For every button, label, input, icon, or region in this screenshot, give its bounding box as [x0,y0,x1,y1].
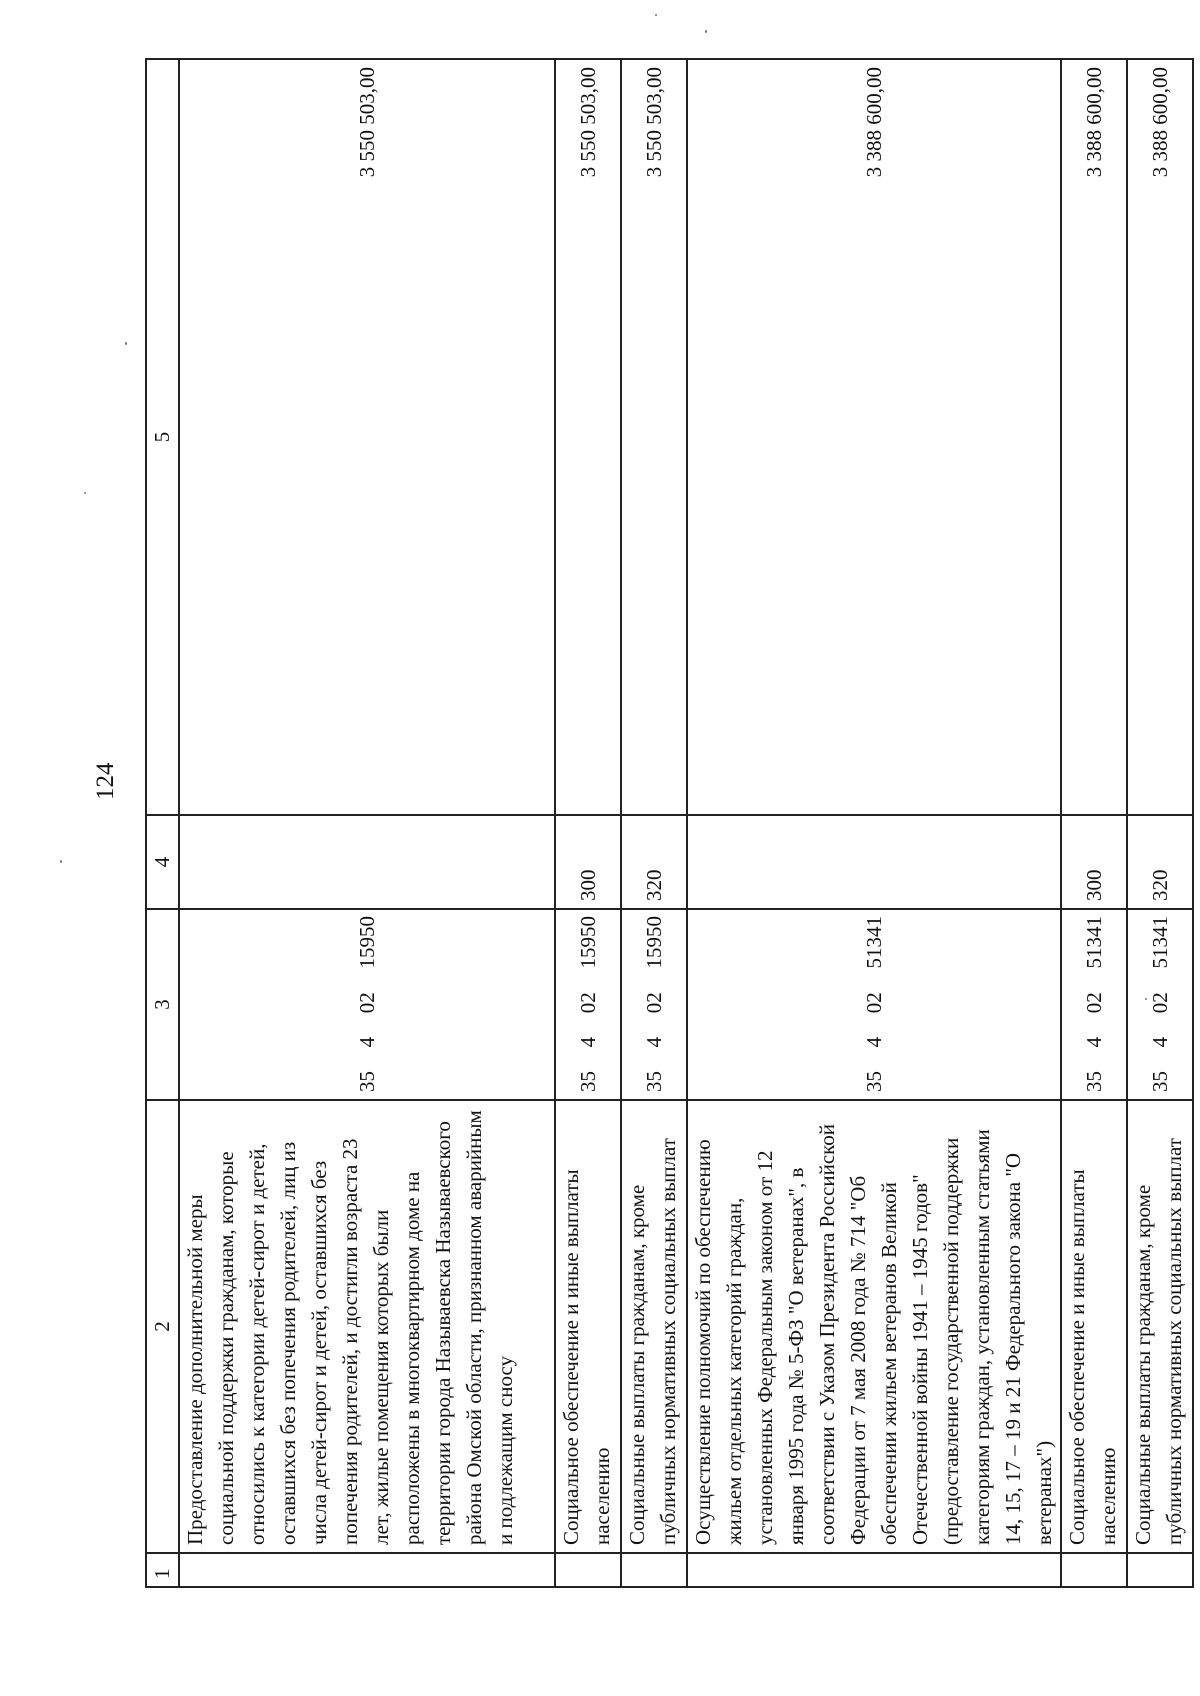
subprogram-code: 4 [861,1036,886,1048]
subprogram-code: 4 [1147,1036,1172,1048]
program-code: 35 [861,1071,886,1092]
row-number-cell [1061,1553,1127,1587]
target-article-code [1145,916,1176,1092]
row-description: Осуществление полномочий по обеспечению жильем отдельных категорий граждан, установленных Федеральным законом от 12 января 1995 года № 5-ФЗ "О ветеранах", в соответствии с Указом Президента Российской Федерации от 7 мая 2008 года № 714 "Об обеспечении жильем ветеранов Великой Отечественной войны 1941 – 1945 годов" (предоставление государственной поддержки категориям граждан, установленным статьями 14, 15, 17 – 19 и 21 Федерального закона "О ветеранах") [687,1100,1061,1553]
budget-table [145,58,1194,1588]
scan-speck [60,860,62,863]
scan-speck [705,30,707,33]
subprogram-code: 4 [354,1036,379,1048]
row-code-cell [621,909,687,1100]
row-code-cell [179,909,555,1100]
row-expense-type: 300 [555,815,621,909]
scan-speck [84,492,86,494]
program-code: 35 [1147,1071,1172,1092]
row-expense-type [179,815,555,909]
row-amount: 3 550 503,00 [179,59,555,815]
table-row [621,59,687,1587]
table-row [555,59,621,1587]
row-description: Социальное обеспечение и иные выплаты населению [1061,1100,1127,1553]
subprogram-code: 4 [1081,1036,1106,1048]
table-row [1061,59,1127,1587]
target-article-code [639,916,670,1092]
row-code-cell [1061,909,1127,1100]
row-amount: 3 388 600,00 [1127,59,1193,815]
event-code: 02 [861,992,886,1014]
column-header-5: 5 [146,59,179,815]
row-description: Социальные выплаты гражданам, кроме публичных нормативных социальных выплат [621,1100,687,1553]
scan-speck [1145,998,1147,1000]
target-article-code [352,916,383,1092]
direction-code: 15950 [354,916,379,969]
event-code: 02 [1081,992,1106,1014]
column-number-header-row [146,59,179,1587]
row-description: Предоставление дополнительной меры социальной поддержки гражданам, которые относились к категории детей-сирот и детей, оставшихся без попечения родителей, лиц из числа детей-сирот и детей, оставшихся без попечения родителей, и достигли возраста 23 лет, жилые помещения которых были расположены в многоквартирном доме на территории города Называевска Называевского района Омской области, признанном аварийным и подлежащим сносу [179,1100,555,1553]
event-code: 02 [354,992,379,1014]
subprogram-code: 4 [575,1036,600,1048]
row-amount: 3 550 503,00 [621,59,687,815]
direction-code: 15950 [575,916,600,969]
row-expense-type: 320 [1127,815,1193,909]
scan-speck [125,342,127,345]
column-header-2: 2 [146,1100,179,1553]
row-number-cell [179,1553,555,1587]
direction-code: 51341 [861,916,886,969]
table-row [1127,59,1193,1587]
row-expense-type: 320 [621,815,687,909]
column-header-1: 1 [146,1553,179,1587]
event-code: 02 [641,992,666,1014]
column-header-3: 3 [146,909,179,1100]
program-code: 35 [354,1071,379,1092]
row-code-cell [687,909,1061,1100]
row-number-cell [687,1553,1061,1587]
row-number-cell [621,1553,687,1587]
target-article-code [1079,916,1110,1092]
program-code: 35 [575,1071,600,1092]
direction-code: 51341 [1147,916,1172,969]
subprogram-code: 4 [641,1036,666,1048]
program-code: 35 [1081,1071,1106,1092]
row-number-cell [555,1553,621,1587]
budget-table-rotated [145,60,1186,1588]
direction-code: 51341 [1081,916,1106,969]
column-header-4: 4 [146,815,179,909]
row-amount: 3 550 503,00 [555,59,621,815]
target-article-code [859,916,890,1092]
row-code-cell [555,909,621,1100]
row-number-cell [1127,1553,1193,1587]
target-article-code [573,916,604,1092]
row-expense-type [687,815,1061,909]
row-expense-type: 300 [1061,815,1127,909]
row-code-cell [1127,909,1193,1100]
row-description: Социальное обеспечение и иные выплаты населению [555,1100,621,1553]
scan-speck [655,14,657,16]
direction-code: 15950 [641,916,666,969]
row-amount: 3 388 600,00 [1061,59,1127,815]
table-row [179,59,555,1587]
program-code: 35 [641,1071,666,1092]
table-row [687,59,1061,1587]
event-code: 02 [1147,992,1172,1014]
event-code: 02 [575,992,600,1014]
row-description: Социальные выплаты гражданам, кроме публичных нормативных социальных выплат [1127,1100,1193,1553]
row-amount: 3 388 600,00 [687,59,1061,815]
page-number: 124 [92,762,119,800]
